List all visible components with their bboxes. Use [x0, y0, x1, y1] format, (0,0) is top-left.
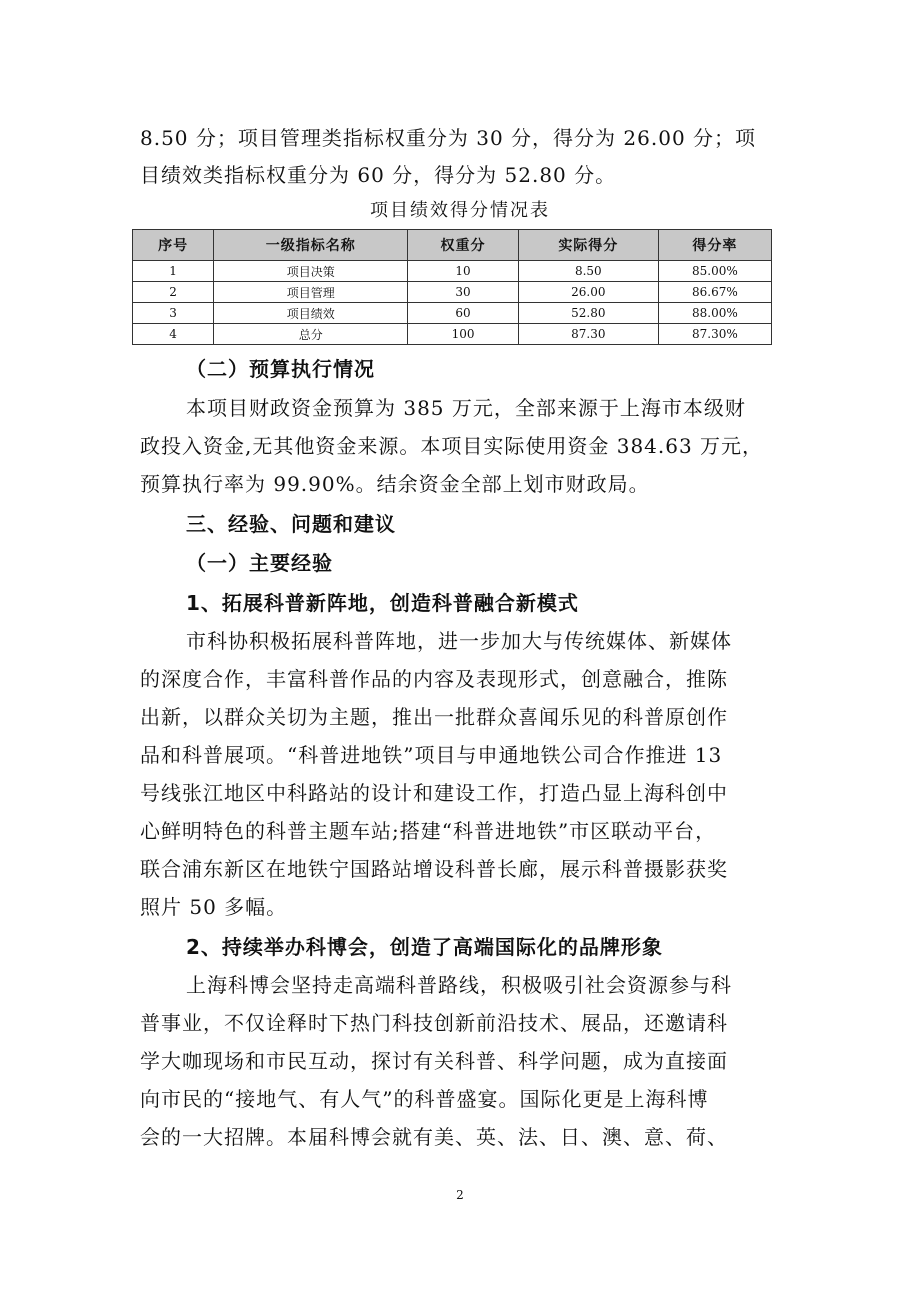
- paragraph-line: 市科协积极拓展科普阵地，进一步加大与传统媒体、新媒体: [186, 629, 732, 653]
- table-row: [133, 324, 772, 345]
- header-cell: 实际得分: [518, 230, 658, 261]
- table-cell: 项目管理: [214, 282, 408, 303]
- table-cell: 85.00%: [658, 261, 771, 282]
- chapter-heading: 三、经验、问题和建议: [186, 512, 396, 536]
- paragraph-line: 联合浦东新区在地铁宁国路站增设科普长廊，展示科普摄影获奖: [140, 857, 728, 881]
- table-cell: 10: [408, 261, 519, 282]
- table-cell: 60: [408, 303, 519, 324]
- table-cell: 1: [133, 261, 214, 282]
- table-caption: 项目绩效得分情况表: [370, 200, 550, 221]
- table-row: [133, 282, 772, 303]
- item-heading: 1、拓展科普新阵地，创造科普融合新模式: [186, 591, 579, 615]
- paragraph-line: 会的一大招牌。本届科博会就有美、英、法、日、澳、意、荷、: [140, 1125, 728, 1149]
- paragraph-line: 向市民的“接地气、有人气”的科普盛宴。国际化更是上海科博: [140, 1087, 709, 1111]
- section-heading: （一）主要经验: [186, 551, 333, 575]
- paragraph-line: 照片 50 多幅。: [140, 895, 288, 919]
- paragraph-line: 普事业，不仅诠释时下热门科技创新前沿技术、展品，还邀请科: [140, 1011, 728, 1035]
- header-cell: 得分率: [658, 230, 771, 261]
- paragraph-line: 品和科普展项。“科普进地铁”项目与申通地铁公司合作推进 13: [140, 743, 723, 767]
- table-cell: 项目绩效: [214, 303, 408, 324]
- table-cell: 4: [133, 324, 214, 345]
- paragraph-line: 目绩效类指标权重分为 60 分，得分为 52.80 分。: [140, 163, 617, 187]
- table-cell: 总分: [214, 324, 408, 345]
- table-cell: 3: [133, 303, 214, 324]
- paragraph-line: 上海科博会坚持走高端科普路线，积极吸引社会资源参与科: [186, 973, 732, 997]
- table-cell: 8.50: [518, 261, 658, 282]
- paragraph-line: 预算执行率为 99.90%。结余资金全部上划市财政局。: [140, 472, 650, 496]
- page-number: 2: [456, 1188, 464, 1202]
- paragraph-line: 出新，以群众关切为主题，推出一批群众喜闻乐见的科普原创作: [140, 705, 728, 729]
- table-row: [133, 261, 772, 282]
- item-heading: 2、持续举办科博会，创造了高端国际化的品牌形象: [186, 935, 663, 959]
- paragraph-line: 学大咖现场和市民互动，探讨有关科普、科学问题，成为直接面: [140, 1049, 728, 1073]
- table-cell: 30: [408, 282, 519, 303]
- table-cell: 86.67%: [658, 282, 771, 303]
- table-row: [133, 303, 772, 324]
- table-cell: 项目决策: [214, 261, 408, 282]
- score-table: [132, 229, 772, 345]
- table-header-row: [133, 230, 772, 261]
- table-cell: 2: [133, 282, 214, 303]
- table-cell: 87.30%: [658, 324, 771, 345]
- table-cell: 88.00%: [658, 303, 771, 324]
- header-cell: 序号: [133, 230, 214, 261]
- table-cell: 100: [408, 324, 519, 345]
- paragraph-line: 心鲜明特色的科普主题车站;搭建“科普进地铁”市区联动平台，: [140, 819, 717, 843]
- paragraph-line: 本项目财政资金预算为 385 万元，全部来源于上海市本级财: [186, 396, 746, 420]
- paragraph-line: 政投入资金,无其他资金来源。本项目实际使用资金 384.63 万元，: [140, 434, 764, 458]
- paragraph-line: 号线张江地区中科路站的设计和建设工作，打造凸显上海科创中: [140, 781, 728, 805]
- table-cell: 87.30: [518, 324, 658, 345]
- paragraph-line: 8.50 分；项目管理类指标权重分为 30 分，得分为 26.00 分；项: [140, 126, 757, 150]
- section-heading: （二）预算执行情况: [186, 357, 375, 381]
- header-cell: 权重分: [408, 230, 519, 261]
- header-cell: 一级指标名称: [214, 230, 408, 261]
- paragraph-line: 的深度合作，丰富科普作品的内容及表现形式，创意融合，推陈: [140, 667, 728, 691]
- table-cell: 52.80: [518, 303, 658, 324]
- table-cell: 26.00: [518, 282, 658, 303]
